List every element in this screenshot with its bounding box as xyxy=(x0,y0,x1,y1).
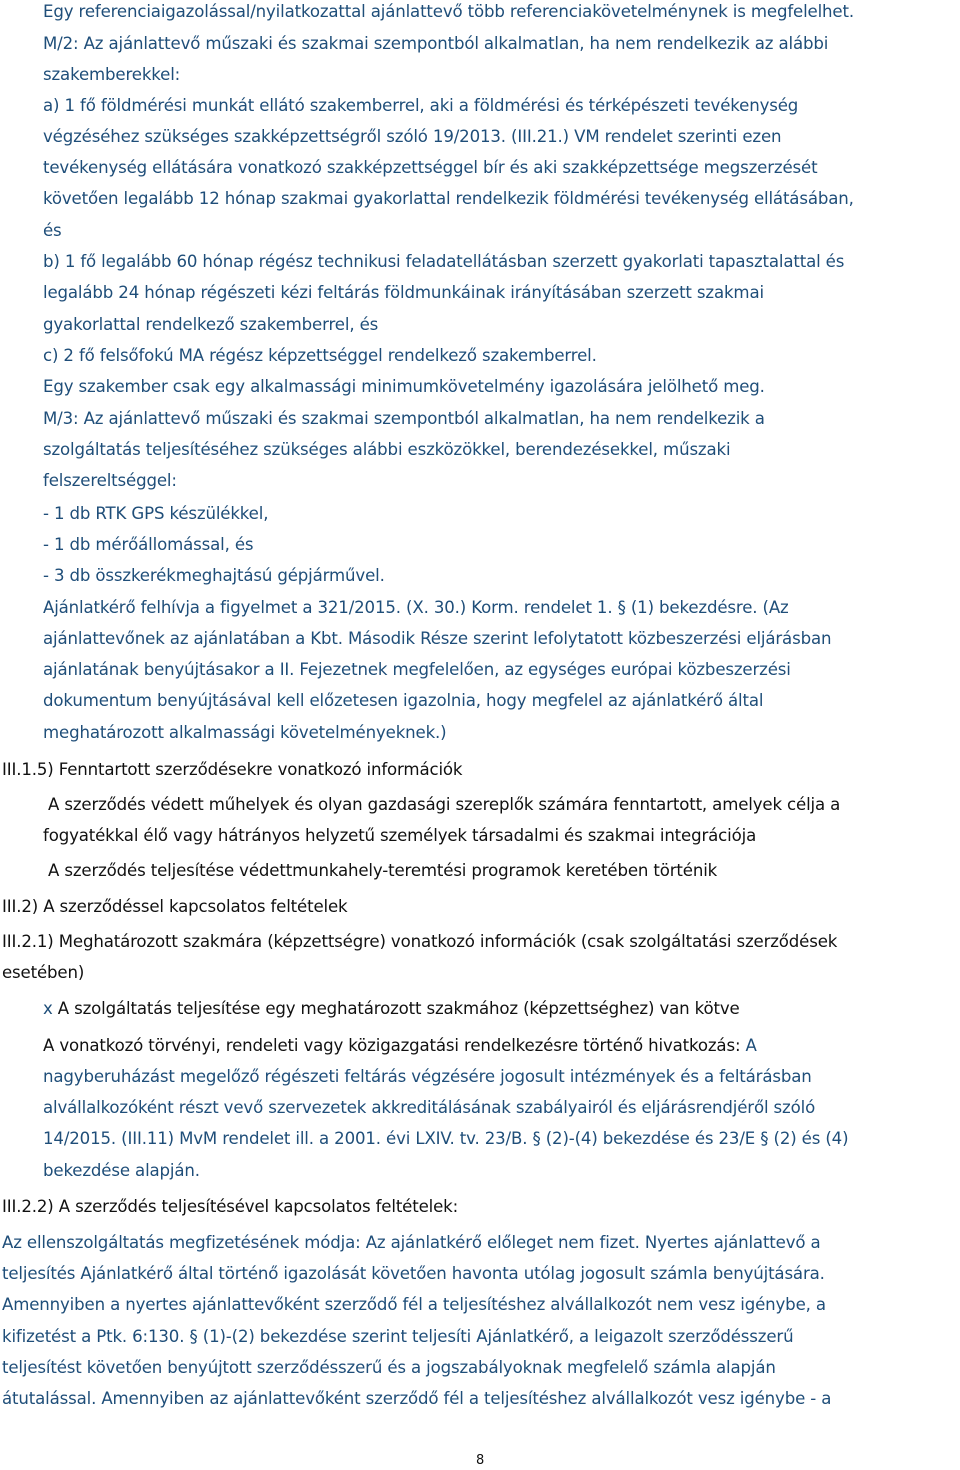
text-line: Ajánlatkérő felhívja a figyelmet a 321/2015. (X. 30.) Korm. rendelet 1. § (1) bekezdésre. (Az xyxy=(43,598,789,617)
text-line: M/3: Az ajánlattevő műszaki és szakmai szempontból alkalmatlan, ha nem rendelkezik a xyxy=(43,409,765,428)
reserved-option-2: A szerződés teljesítése védettmunkahely-teremtési programok keretében történik xyxy=(48,861,718,880)
text-line: a) 1 fő földmérési munkát ellátó szakemberrel, aki a földmérési és térképészeti tevékenység xyxy=(43,96,799,115)
text-line: ajánlattevőnek az ajánlatában a Kbt. Második Része szerint lefolytatott közbeszerzési eljárásban xyxy=(43,629,832,648)
section-heading-32: III.2) A szerződéssel kapcsolatos feltételek xyxy=(2,897,348,916)
text-line: tevékenység ellátására vonatkozó szakképzettséggel bír és aki szakképzettsége megszerzését xyxy=(43,158,818,177)
text-line: felszereltséggel: xyxy=(43,471,177,490)
page-number: 8 xyxy=(475,1453,485,1468)
text-line: szakemberekkel: xyxy=(43,65,181,84)
legal-ref-line: bekezdése alapján. xyxy=(43,1161,200,1180)
reserved-option-1: A szerződés védett műhelyek és olyan gazdasági szereplők számára fenntartott, amelyek célja a xyxy=(48,795,841,814)
payment-line: teljesítés Ajánlatkérő által történő igazolását követően havonta utólag jogosult számla benyújtására. xyxy=(2,1264,825,1283)
legal-ref-row xyxy=(43,1035,757,1057)
text-line: és xyxy=(43,221,62,240)
profession-bound-text: A szolgáltatás teljesítése egy meghatározott szakmához (képzettséghez) van kötve xyxy=(57,999,740,1018)
text-line: szolgáltatás teljesítéséhez szükséges alábbi eszközökkel, berendezésekkel, műszaki xyxy=(43,440,731,459)
text-line: ajánlatának benyújtásakor a II. Fejezetnek megfelelően, az egységes európai közbeszerzési xyxy=(43,660,791,679)
text-line: követően legalább 12 hónap szakmai gyakorlattal rendelkezik földmérési tevékenység ellátásában, xyxy=(43,189,854,208)
legal-ref-line: 14/2015. (III.11) MvM rendelet ill. a 2001. évi LXIV. tv. 23/B. § (2)-(4) bekezdése és 23/E § (2) és (4) xyxy=(43,1129,849,1148)
payment-line: kifizetést a Ptk. 6:130. § (1)-(2) bekezdése szerint teljesíti Ajánlatkérő, a leigazolt szerződésszerű xyxy=(2,1327,794,1346)
text-line: Egy szakember csak egy alkalmassági minimumkövetelmény igazolására jelölhető meg. xyxy=(43,377,765,396)
payment-line: Amennyiben a nyertes ajánlattevőként szerződő fél a teljesítéshez alvállalkozót nem vesz igénybe, a xyxy=(2,1295,826,1314)
text-line: Egy referenciaigazolással/nyilatkozattal ajánlattevő több referenciakövetelménynek is megfelelhet. xyxy=(43,2,854,21)
text-line: b) 1 fő legalább 60 hónap régész technikusi feladatellátásban szerzett gyakorlati tapasztalattal és xyxy=(43,252,845,271)
section-heading-315: III.1.5) Fenntartott szerződésekre vonatkozó információk xyxy=(2,760,463,779)
payment-line: átutalással. Amennyiben az ajánlattevőként szerződő fél a teljesítéshez alvállalkozót vesz igénybe - a xyxy=(2,1389,832,1408)
text-line: legalább 24 hónap régészeti kézi feltárás földmunkáinak irányításában szerzett szakmai xyxy=(43,283,764,302)
text-line: - 1 db mérőállomással, és xyxy=(43,535,254,554)
legal-ref-start: A xyxy=(745,1036,757,1055)
text-line: végzéséhez szükséges szakképzettségről szóló 19/2013. (III.21.) VM rendelet szerinti ezen xyxy=(43,127,782,146)
legal-ref-line: nagyberuházást megelőző régészeti feltárás végzésére jogosult intézmények és a feltárásban xyxy=(43,1067,812,1086)
payment-line: teljesítést követően benyújtott szerződésszerű és a jogszabályoknak megfelelő számla alapján xyxy=(2,1358,776,1377)
text-line: - 3 db összkerékmeghajtású gépjárművel. xyxy=(43,566,385,585)
text-line: dokumentum benyújtásával kell előzetesen igazolnia, hogy megfelel az ajánlatkérő által xyxy=(43,691,764,710)
legal-ref-line: alvállalkozóként részt vevő szervezetek akkreditálásának szabályairól és eljárásrendjéről szóló xyxy=(43,1098,816,1117)
reserved-option-1-cont: fogyatékkal élő vagy hátrányos helyzetű személyek társadalmi és szakmai integrációja xyxy=(43,826,757,845)
section-heading-322: III.2.2) A szerződés teljesítésével kapcsolatos feltételek: xyxy=(2,1197,459,1216)
section-heading-321: III.2.1) Meghatározott szakmára (képzettségre) vonatkozó információk (csak szolgáltatási szerződések xyxy=(2,932,838,951)
text-line: - 1 db RTK GPS készülékkel, xyxy=(43,504,269,523)
legal-ref-label: A vonatkozó törvényi, rendeleti vagy közigazgatási rendelkezésre történő hivatkozás: xyxy=(43,1036,741,1055)
text-line: c) 2 fő felsőfokú MA régész képzettséggel rendelkező szakemberrel. xyxy=(43,346,597,365)
check-mark: x xyxy=(43,999,53,1018)
text-line: gyakorlattal rendelkező szakemberrel, és xyxy=(43,315,379,334)
payment-line: Az ellenszolgáltatás megfizetésének módja: Az ajánlatkérő előleget nem fizet. Nyertes ajánlattevő a xyxy=(2,1233,821,1252)
text-line: meghatározott alkalmassági követelményeknek.) xyxy=(43,723,447,742)
profession-bound-row xyxy=(43,998,740,1020)
section-heading-321-cont: esetében) xyxy=(2,963,85,982)
text-line: M/2: Az ajánlattevő műszaki és szakmai szempontból alkalmatlan, ha nem rendelkezik az alábbi xyxy=(43,34,829,53)
